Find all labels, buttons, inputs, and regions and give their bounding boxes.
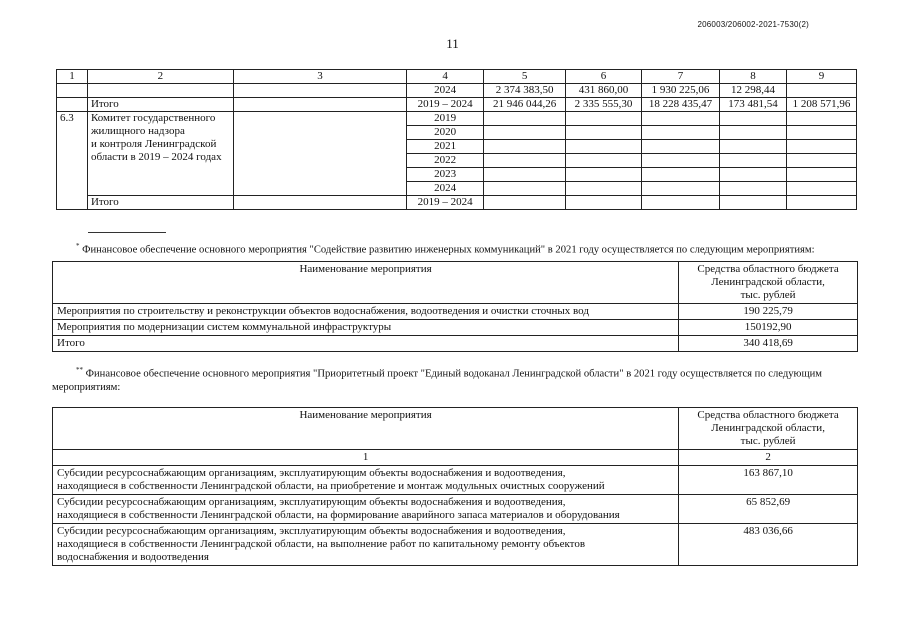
activity-value: 163 867,10 xyxy=(679,466,858,495)
table-header-row xyxy=(53,408,858,450)
col-num-8: 8 xyxy=(720,70,787,84)
section-name: Комитет государственного жилищного надзора и контроля Ленинградской области в 2019 – 2024 годах xyxy=(87,112,233,196)
activity-value: 150192,90 xyxy=(679,320,858,336)
column-number-row xyxy=(53,450,858,466)
activity-value: 483 036,66 xyxy=(679,524,858,566)
year-cell: 2023 xyxy=(407,168,484,182)
table-row xyxy=(53,495,858,524)
footnote-mark: ** xyxy=(76,366,83,374)
total-label: Итого xyxy=(87,98,233,112)
col-num-6: 6 xyxy=(566,70,642,84)
table-row xyxy=(53,320,858,336)
year-cell: 2019 xyxy=(407,112,484,126)
value-cell: 18 228 435,47 xyxy=(642,98,720,112)
col-num-7: 7 xyxy=(642,70,720,84)
value-cell: 1 208 571,96 xyxy=(786,98,856,112)
section-number: 6.3 xyxy=(57,112,88,210)
table-header-row xyxy=(53,262,858,304)
col-num-1: 1 xyxy=(53,450,679,466)
budget-header: Средства областного бюджета Ленинградской области, тыс. рублей xyxy=(679,408,858,450)
col-num-5: 5 xyxy=(484,70,566,84)
col-num-1: 1 xyxy=(57,70,88,84)
budget-header: Средства областного бюджета Ленинградской области, тыс. рублей xyxy=(679,262,858,304)
activities-table-2 xyxy=(52,407,858,566)
document-code: 206003/206002-2021-7530(2) xyxy=(697,20,809,29)
total-row xyxy=(57,196,857,210)
value-cell: 173 481,54 xyxy=(720,98,787,112)
value-cell xyxy=(786,84,856,98)
year-range-cell: 2019 – 2024 xyxy=(407,196,484,210)
footnote-1: * Финансовое обеспечение основного мероприятия "Содействие развитию инженерных коммуникаций" в 2021 году осуществляется по следующим мероприятиям: xyxy=(76,242,815,256)
total-row xyxy=(57,98,857,112)
total-label: Итого xyxy=(87,196,233,210)
value-cell: 12 298,44 xyxy=(720,84,787,98)
year-cell: 2024 xyxy=(407,84,484,98)
year-cell: 2022 xyxy=(407,154,484,168)
page-number: 11 xyxy=(446,36,459,51)
value-cell: 2 335 555,30 xyxy=(566,98,642,112)
column-number-row xyxy=(57,70,857,84)
activity-name: Субсидии ресурсоснабжающим организациям, эксплуатирующим объекты водоснабжения и водоотведения, находящиеся в собственности Ленинградской области, на выполнение работ по капитальному ремонту объектов водоснабжения и водоотведения xyxy=(53,524,679,566)
col-num-9: 9 xyxy=(786,70,856,84)
year-range-cell: 2019 – 2024 xyxy=(407,98,484,112)
activity-name: Мероприятия по модернизации систем коммунальной инфраструктуры xyxy=(53,320,679,336)
table-row xyxy=(57,84,857,98)
total-row xyxy=(53,336,858,352)
value-cell: 21 946 044,26 xyxy=(484,98,566,112)
activities-table-1 xyxy=(52,261,858,352)
col-num-4: 4 xyxy=(407,70,484,84)
name-header: Наименование мероприятия xyxy=(53,408,679,450)
footnote-2: ** Финансовое обеспечение основного мероприятия "Приоритетный проект "Единый водоканал Ленинградской области" в 2021 году осуществляется по следующим мероприятиям: xyxy=(52,366,822,393)
footnote-mark: * xyxy=(76,242,80,250)
year-cell: 2021 xyxy=(407,140,484,154)
activity-value: 65 852,69 xyxy=(679,495,858,524)
value-cell: 1 930 225,06 xyxy=(642,84,720,98)
col-num-3: 3 xyxy=(233,70,406,84)
activity-name: Субсидии ресурсоснабжающим организациям, эксплуатирующим объекты водоснабжения и водоотведения, находящиеся в собственности Ленинградской области, на формирование аварийного запаса материалов и оборудования xyxy=(53,495,679,524)
total-value: 340 418,69 xyxy=(679,336,858,352)
value-cell: 431 860,00 xyxy=(566,84,642,98)
name-header: Наименование мероприятия xyxy=(53,262,679,304)
activity-name: Субсидии ресурсоснабжающим организациям, эксплуатирующим объекты водоснабжения и водоотведения, находящиеся в собственности Ленинградской области, на приобретение и монтаж модульных очистных сооружений xyxy=(53,466,679,495)
table-row xyxy=(53,466,858,495)
year-cell: 2020 xyxy=(407,126,484,140)
activity-value: 190 225,79 xyxy=(679,304,858,320)
table-row xyxy=(53,304,858,320)
funding-table-continuation xyxy=(56,69,857,210)
total-label: Итого xyxy=(53,336,679,352)
value-cell: 2 374 383,50 xyxy=(484,84,566,98)
col-num-2: 2 xyxy=(87,70,233,84)
table-row xyxy=(57,112,857,126)
table-row xyxy=(53,524,858,566)
col-num-2: 2 xyxy=(679,450,858,466)
activity-name: Мероприятия по строительству и реконструкции объектов водоснабжения, водоотведения и очистки сточных вод xyxy=(53,304,679,320)
year-cell: 2024 xyxy=(407,182,484,196)
footnote-divider xyxy=(88,232,166,233)
